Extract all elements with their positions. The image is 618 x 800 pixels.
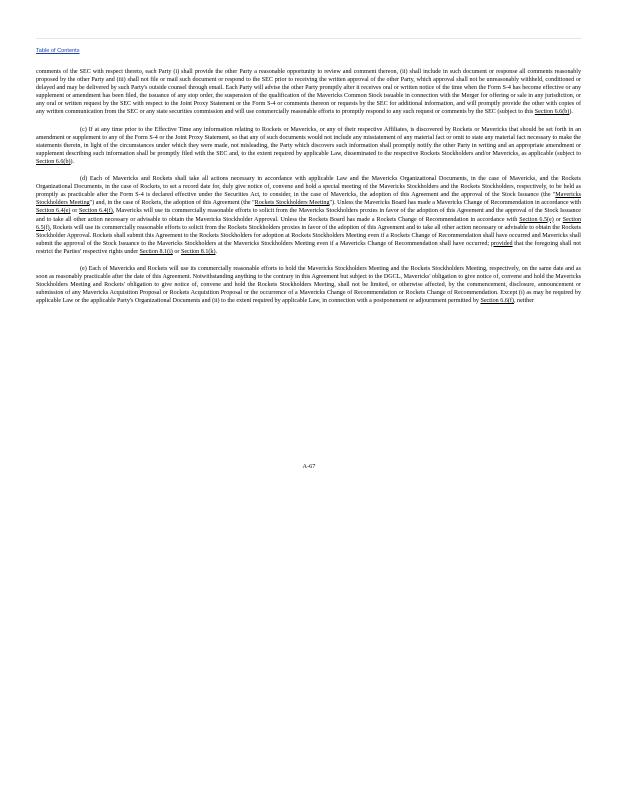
document-body [36,68,581,314]
paragraph-text: (e) Each of Mavericks and Rockets will use its commercially reasonable efforts to hold the Mavericks Stockholders Meeting and the Rockets Stockholders Meeting, respectively, on the same date and as soon as reasonably practicable after the date of this Agreement. Notwithstanding anything to the contrary in this Agreement but subject to the DGCL, Mavericks' obligation to give notice of, convene and hold the Mavericks Stockholders Meeting and Rockets' obligation to give notice of, convene and hold the Rockets Stockholders Meeting, shall not be limited, or otherwise affected, by the commencement, disclosure, announcement or submission of any Mavericks Acquisition Proposal or Rockets Acquisition Proposal or the occurrence of a Mavericks Change of Recommendation or Rockets Change of Recommendation. Except (i) as may be required by applicable Law or the applicable Party's Organizational Documents and (ii) to the extent required by applicable Law, in connection with a postponement or adjournment permitted by [36,265,581,305]
cross-reference[interactable]: Mavericks Stockholders Meeting [36,192,581,207]
cross-reference[interactable]: Section 6.5(e) [519,216,554,223]
top-divider [36,38,582,39]
paragraph-text: or [172,248,181,255]
paragraph-text: (c) If at any time prior to the Effective Time any information relating to Rockets or Mavericks, or any of their respective Affiliates, is discovered by Rockets or Mavericks that should be set forth in an amendment or supplement to any of the Form S-4 or the Joint Proxy Statement, so that any of such documents would not include any misstatement of any material fact or omit to state any material fact necessary to make the statements therein, in light of the circumstances under which they were made, not misleading, the Party which discovers such information shall promptly notify the other Party in writing and an appropriate amendment or supplement describing such information shall be promptly filed with the SEC and, to the extent required by applicable Law, disseminated to the respective Rockets Stockholders and/or Mavericks, as applicable (subject to [36,126,581,157]
paragraph-c [36,126,581,166]
table-of-contents-link[interactable]: Table of Contents [36,48,80,54]
cross-reference[interactable]: Section 6.6(b) [534,109,570,116]
cross-reference[interactable]: Section 8.1(k) [180,248,216,255]
paragraph-e [36,265,581,305]
cross-reference[interactable]: Section 6.4(e) [36,208,71,215]
paragraph-text: comments of the SEC with respect thereto, each Party (i) shall provide the other Party a reasonable opportunity to review and comment thereon, (ii) shall include in such document or response all comments reasonably proposed by the other Party and (iii) shall not file or mail such document or respond to the SEC prior to receiving the written approval of the other Party, which approval shall not be unreasonably withheld, conditioned or delayed and may be delivered by such Party's outside counsel through email. Each Party will advise the other Party promptly after it receives oral or written notice of the time when the Form S-4 has become effective or any supplement or amendment has been filed, the issuance of any stop order, the suspension of the qualification of the Mavericks Common Stock issuable in connection with the Merger for offering or sale in any jurisdiction, or any oral or written request by the SEC with respect to the Joint Proxy Statement or the Form S-4 or comments thereon or requests by the SEC for additional information, and will promptly provide the other with copies of any written communication from the SEC or any state securities commission and will use commercially reasonable efforts to promptly respond to any such request or comments by the SEC (subject to this [36,69,581,116]
paragraph-text: (d) Each of Mavericks and Rockets shall take all actions necessary in accordance with applicable Law and the Mavericks Organizational Documents, in the case of Mavericks, and the Rockets Organizational Documents, in the case of Rockets, to set a record date for, duly give notice of, convene and hold a special meeting of the Mavericks Stockholders and the Rockets Stockholders, respectively, to be held as promptly as practicable after the Form S-4 is declared effective under the Securities Act, to consider, in the case of Mavericks, the adoption of this Agreement and the approval of the Stock Issuance (the " [36,176,581,199]
paragraph-text: ). [70,158,75,165]
page-number: A-67 [302,463,316,470]
paragraph-text: or [553,216,563,223]
cross-reference[interactable]: Section 8.1(i) [139,248,173,255]
cross-reference[interactable]: Section 6.6(b) [36,158,71,165]
cross-reference[interactable]: Rockets Stockholders Meeting [254,200,330,207]
paragraph-continuation [36,68,581,117]
paragraph-text: , Mavericks will use its commercially reasonable efforts to solicit from the Mavericks Stockholders proxies in favor of the adoption of this Agreement and the approval of the Stock Issuance and to take all other action necessary or advisable to obtain the Mavericks Stockholder Approval. Unless the Rockets Board has made a Rockets Change of Recommendation in accordance with [36,208,582,223]
paragraph-text: , neither [513,298,534,305]
paragraph-text: that the foregoing shall not restrict the Parties' respective rights under [36,240,581,255]
cross-reference[interactable]: provided [490,240,513,247]
paragraph-text: or [70,208,80,215]
paragraph-d [36,175,581,256]
paragraph-text: ). [569,109,573,116]
paragraph-text: "). Unless the Mavericks Board has made a Mavericks Change of Recommendation in accordance with [329,200,582,207]
paragraph-text: . [215,248,218,255]
paragraph-text: , Rockets will use its commercially reasonable efforts to solicit from the Rockets Stockholders proxies in favor of the adoption of this Agreement and to take all other action necessary or advisable to obtain the Rockets Stockholder Approval. Rockets shall submit this Agreement to the Rockets Stockholders for adoption at Rockets Stockholders Meeting even if a Rockets Change of Recommendation shall have occurred and Mavericks shall submit the approval of the Stock Issuance to the Mavericks Stockholders at the Mavericks Stockholders Meeting even if a Mavericks Change of Recommendation shall have occurred; [36,224,581,247]
paragraph-text: ") and, in the case of Rockets, the adoption of this Agreement (the " [89,200,255,207]
cross-reference[interactable]: Section 6.4(f) [79,208,113,215]
cross-reference[interactable]: Section 6.5(f) [36,216,581,231]
cross-reference[interactable]: Section 6.6(f) [480,298,514,305]
